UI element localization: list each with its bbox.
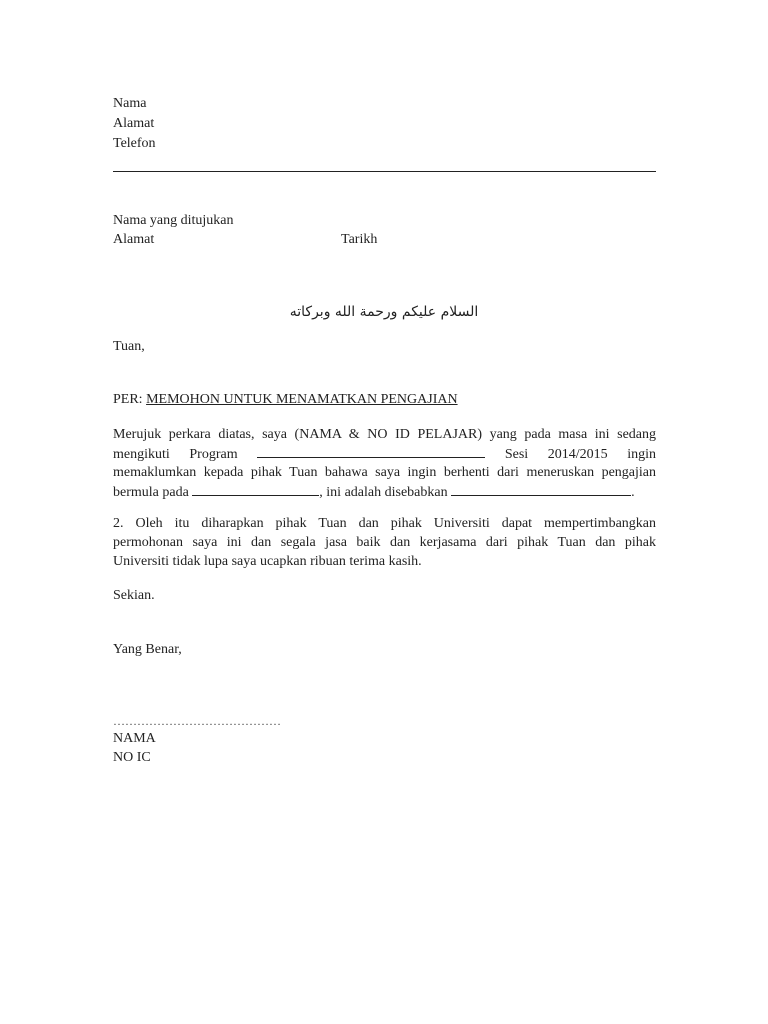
subject-prefix: PER: bbox=[113, 392, 143, 407]
recipient-name-label: Nama yang ditujukan bbox=[113, 213, 234, 228]
session-text: Sesi 2014/2015 ingin bbox=[504, 447, 657, 462]
program-label: mengikuti Program bbox=[113, 447, 238, 462]
start-date-blank bbox=[192, 482, 319, 496]
salutation: Tuan, bbox=[113, 339, 145, 354]
paragraph-2 bbox=[113, 514, 656, 571]
closing: Sekian. bbox=[113, 588, 155, 603]
paragraph-1-end: . bbox=[631, 485, 635, 500]
reason-label: , ini adalah disebabkan bbox=[319, 485, 448, 500]
sender-address-label: Alamat bbox=[113, 116, 155, 131]
date-label: Tarikh bbox=[341, 232, 378, 247]
sender-phone-label: Telefon bbox=[113, 136, 156, 151]
header-divider bbox=[113, 171, 656, 172]
paragraph-1-line-4 bbox=[113, 482, 656, 501]
arabic-greeting: السلام عليكم ورحمة الله وبركاته bbox=[289, 304, 479, 320]
reason-blank bbox=[451, 482, 631, 496]
paragraph-2-line-2: permohonan saya ini dan segala jasa baik dan kerjasama dari pihak Tuan dan pihak bbox=[113, 535, 656, 550]
paragraph-1-line-3: memaklumkan kepada pihak Tuan bahawa saya ingin berhenti dari meneruskan pengajian bbox=[113, 465, 656, 480]
start-date-label: bermula pada bbox=[113, 485, 189, 500]
paragraph-1-line-2 bbox=[113, 444, 656, 463]
sign-off: Yang Benar, bbox=[113, 642, 182, 657]
recipient-address-label: Alamat bbox=[113, 232, 155, 247]
signature-line: …………………………………… bbox=[113, 714, 281, 728]
subject-line bbox=[113, 390, 458, 409]
paragraph-1-line-1: Merujuk perkara diatas, saya (NAMA & NO ID PELAJAR) yang pada masa ini sedang bbox=[113, 427, 656, 442]
subject-title: MEMOHON UNTUK MENAMATKAN PENGAJIAN bbox=[146, 392, 458, 407]
signer-ic: NO IC bbox=[113, 750, 151, 765]
paragraph-2-line-3: Universiti tidak lupa saya ucapkan ribuan terima kasih. bbox=[113, 554, 422, 569]
paragraph-2-line-1: 2. Oleh itu diharapkan pihak Tuan dan pihak Universiti dapat mempertimbangkan bbox=[113, 516, 656, 531]
sender-name-label: Nama bbox=[113, 96, 147, 111]
program-blank bbox=[257, 444, 485, 458]
signer-name: NAMA bbox=[113, 731, 156, 746]
paragraph-1 bbox=[113, 425, 656, 501]
